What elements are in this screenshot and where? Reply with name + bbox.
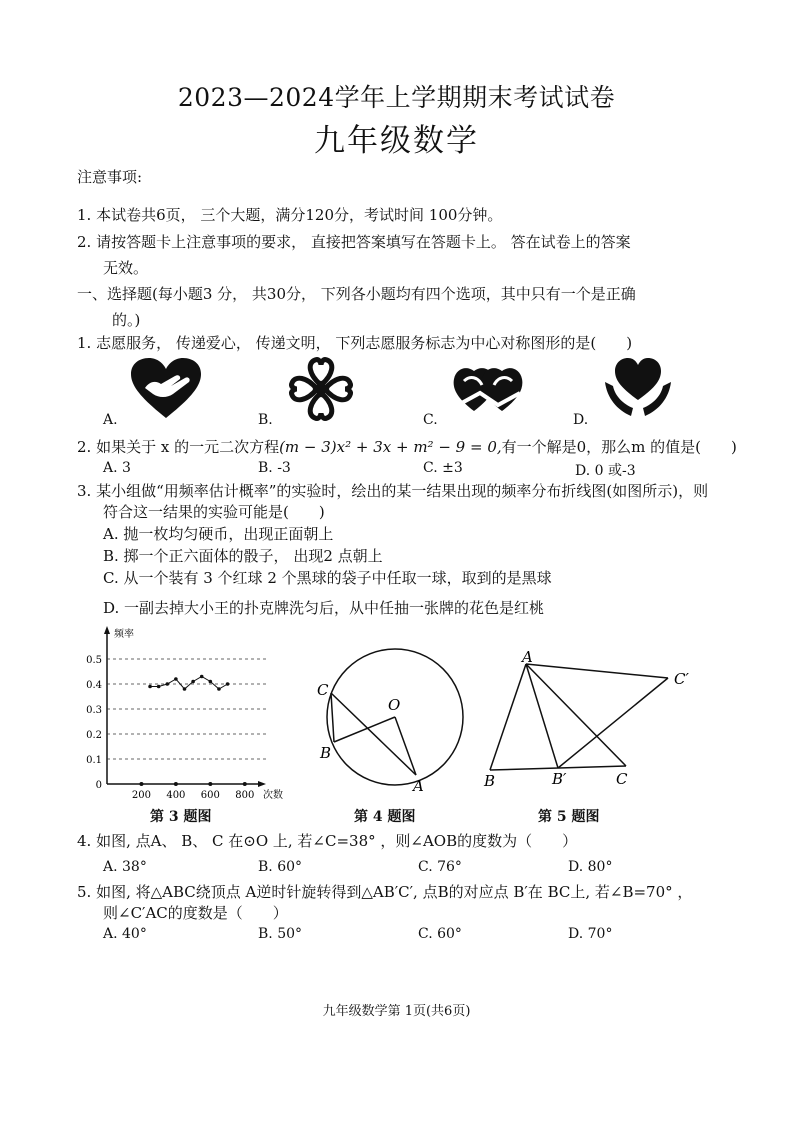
label-c: C xyxy=(616,770,628,788)
clover-hearts-logo-icon xyxy=(287,355,355,427)
y-tick-label: 0.1 xyxy=(86,755,102,766)
data-point xyxy=(165,682,169,686)
q4-stem: 4. 如图, 点A、 B、 C 在⊙O 上, 若∠C=38° ，则∠AOB的度数为（ ） xyxy=(77,832,578,850)
exam-title: 2023—2024学年上学期期末考试试卷 xyxy=(177,83,616,112)
section-heading: 一、选择题(每小题3 分， 共30分， 下列各小题均有四个选项，其中只有一个是正确 xyxy=(77,285,636,303)
q1-option-d: D. xyxy=(573,412,589,428)
q3-option-a: A. 抛一枚均匀硬币，出现正面朝上 xyxy=(103,525,334,543)
data-point xyxy=(191,680,195,684)
q2-option-c: C. ±3 xyxy=(423,460,463,476)
x-tick-mark xyxy=(208,782,212,786)
y-tick-label: 0 xyxy=(95,780,102,791)
label-c-prime: C′ xyxy=(674,670,689,688)
label-b: B xyxy=(484,772,496,790)
q4-option-a: A. 38° xyxy=(103,859,147,875)
q2-equation: (m − 3)x² + 3x + m² − 9 = 0, xyxy=(279,438,502,456)
q5-option-d: D. 70° xyxy=(568,926,613,942)
y-axis-label: 频率 xyxy=(114,629,134,640)
label-a: A xyxy=(522,648,533,666)
y-axis-arrow xyxy=(104,626,110,634)
exam-subject: 九年级数学 xyxy=(314,123,479,159)
q5-option-a: A. 40° xyxy=(103,926,147,942)
q3-option-c: C. 从一个装有 3 个红球 2 个黑球的袋子中任取一球，取到的是黑球 xyxy=(103,569,552,587)
segment-b-prime-c-prime xyxy=(558,678,668,768)
segment-ac-prime xyxy=(526,664,668,678)
y-tick-label: 0.4 xyxy=(86,680,102,691)
data-point xyxy=(200,675,204,679)
frequency-line xyxy=(150,677,228,690)
x-tick-mark xyxy=(174,782,178,786)
data-point xyxy=(226,682,230,686)
x-tick-label: 600 xyxy=(200,790,220,801)
q1-option-b: B. xyxy=(258,412,273,428)
q2-option-a: A. 3 xyxy=(103,460,131,476)
label-b-prime: B′ xyxy=(552,770,567,788)
q1-option-a: A. xyxy=(103,412,118,428)
segment-oa xyxy=(395,717,416,775)
segment-ab xyxy=(490,664,526,770)
ribbon-hearts-logo-icon xyxy=(450,363,526,423)
hand-heart-logo-icon xyxy=(131,358,201,424)
q4-option-d: D. 80° xyxy=(568,859,613,875)
label-a: A xyxy=(413,777,424,795)
q3-stem: 3. 某小组做“用频率估计概率”的实验时，绘出的某一结果出现的频率分布折线图(如图所示)，则 xyxy=(77,482,709,500)
circle-figure xyxy=(310,645,470,799)
notice-item-2: 2. 请按答题卡上注意事项的要求， 直接把答案填写在答题卡上。 答在试卷上的答案 xyxy=(77,233,631,251)
x-tick-mark xyxy=(139,782,143,786)
fig4-caption: 第 4 题图 xyxy=(354,809,416,825)
segment-cb xyxy=(331,693,334,742)
data-point xyxy=(157,685,161,689)
data-point xyxy=(209,680,213,684)
q2-option-b: B. -3 xyxy=(258,460,291,476)
q2-stem-post: 有一个解是0，那么m 的值是( ) xyxy=(501,438,737,456)
y-tick-label: 0.5 xyxy=(86,655,102,666)
page-footer: 九年级数学第 1页(共6页) xyxy=(322,1004,471,1019)
y-tick-label: 0.3 xyxy=(86,705,102,716)
q5-option-c: C. 60° xyxy=(418,926,462,942)
data-point xyxy=(183,687,187,691)
y-tick-label: 0.2 xyxy=(86,730,102,741)
data-point xyxy=(217,687,221,691)
q5-stem-cont: 则∠C′AC的度数是（ ） xyxy=(103,904,288,922)
q3-option-b: B. 掷一个正六面体的骰子， 出现2 点朝上 xyxy=(103,547,383,565)
label-o: O xyxy=(388,696,401,714)
data-point xyxy=(174,677,178,681)
x-tick-mark xyxy=(243,782,247,786)
triangle-figure xyxy=(480,648,700,797)
q3-option-d: D. 一副去掉大小王的扑克牌洗匀后，从中任抽一张牌的花色是红桃 xyxy=(103,599,545,617)
q4-option-b: B. 60° xyxy=(258,859,303,875)
q5-stem: 5. 如图, 将△ABC绕顶点 A逆时针旋转得到△AB′C′, 点B的对应点 B′在 BC上, 若∠B=70° ， xyxy=(77,883,693,901)
x-axis-label: 次数 xyxy=(263,790,283,801)
q1-stem: 1. 志愿服务， 传递爱心， 传递文明， 下列志愿服务标志为中心对称图形的是( ) xyxy=(77,334,633,352)
data-point xyxy=(148,685,152,689)
x-tick-label: 800 xyxy=(235,790,255,801)
x-tick-label: 400 xyxy=(166,790,186,801)
q2-option-d: D. 0 或-3 xyxy=(575,463,636,479)
label-c: C xyxy=(317,681,329,699)
fig5-caption: 第 5 题图 xyxy=(538,809,600,825)
x-tick-label: 200 xyxy=(131,790,151,801)
notice-heading: 注意事项: xyxy=(77,168,143,186)
q1-option-c: C. xyxy=(423,412,438,428)
label-b: B xyxy=(320,744,332,762)
hands-heart-logo-icon xyxy=(603,358,673,426)
notice-item-1: 1. 本试卷共6页， 三个大题，满分120分，考试时间 100分钟。 xyxy=(77,206,503,224)
q5-option-b: B. 50° xyxy=(258,926,303,942)
section-heading-cont: 的。) xyxy=(112,311,141,329)
q2-stem-pre: 2. 如果关于 x 的一元二次方程 xyxy=(77,438,280,456)
x-axis-arrow xyxy=(258,781,266,787)
fig3-caption: 第 3 题图 xyxy=(150,809,212,825)
q3-stem-cont: 符合这一结果的实验可能是( ) xyxy=(103,503,325,521)
frequency-chart xyxy=(82,622,292,811)
q4-option-c: C. 76° xyxy=(418,859,462,875)
segment-ob xyxy=(334,717,395,742)
notice-item-2-cont: 无效。 xyxy=(103,259,149,277)
q2-stem xyxy=(77,437,737,457)
